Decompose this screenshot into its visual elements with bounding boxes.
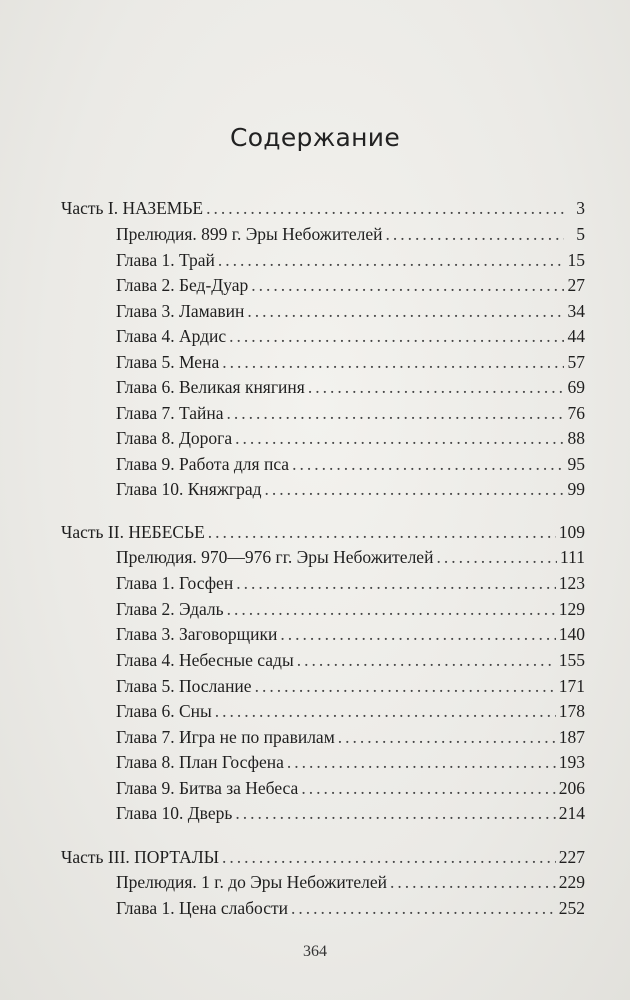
toc-entry-page: 27 bbox=[567, 275, 585, 295]
toc-chapter-row bbox=[116, 896, 585, 920]
toc-entry-page: 44 bbox=[567, 326, 585, 346]
toc-entry-page: 34 bbox=[567, 301, 585, 321]
toc-entry-label: Глава 9. Работа для пса bbox=[116, 454, 290, 474]
dot-leader bbox=[390, 870, 556, 894]
toc-chapter-row bbox=[116, 324, 585, 348]
toc-entry-label: Прелюдия. 899 г. Эры Небожителей bbox=[116, 224, 383, 244]
toc-entry-page: 140 bbox=[558, 624, 585, 644]
page-number: 364 bbox=[303, 943, 327, 960]
toc-entry-page: 206 bbox=[558, 778, 585, 798]
toc-entry-page: 5 bbox=[576, 224, 585, 244]
toc-entry-label: Часть III. ПОРТАЛЫ bbox=[61, 847, 219, 867]
toc-chapter-row bbox=[116, 801, 585, 825]
dot-leader bbox=[222, 845, 556, 869]
dot-leader bbox=[227, 597, 556, 621]
toc-entry-page: 171 bbox=[558, 676, 585, 696]
toc-chapter-row bbox=[116, 426, 585, 450]
toc-entry-page: 214 bbox=[558, 803, 585, 823]
dot-leader bbox=[235, 426, 564, 450]
dot-leader bbox=[292, 452, 564, 476]
dot-leader bbox=[280, 622, 555, 646]
dot-leader bbox=[255, 674, 556, 698]
toc-entry-label: Глава 3. Ламавин bbox=[116, 301, 245, 321]
toc-chapter-row bbox=[116, 299, 585, 323]
toc-chapter-row bbox=[116, 401, 585, 425]
dot-leader bbox=[215, 699, 556, 723]
toc-entry-page: 252 bbox=[558, 898, 585, 918]
toc-entry-label: Глава 5. Мена bbox=[116, 352, 220, 372]
toc-entry-page: 15 bbox=[567, 250, 585, 270]
dot-leader bbox=[251, 273, 564, 297]
toc-entry-label: Глава 1. Трай bbox=[116, 250, 215, 270]
toc-entry-label: Глава 2. Эдаль bbox=[116, 599, 224, 619]
toc-entry-page: 95 bbox=[567, 454, 585, 474]
toc-entry-label: Глава 8. План Госфена bbox=[116, 752, 284, 772]
toc-entry-page: 229 bbox=[558, 872, 585, 892]
toc-entry-page: 227 bbox=[558, 847, 585, 867]
toc-entry-label: Глава 10. Дверь bbox=[116, 803, 233, 823]
toc-chapter-row bbox=[116, 725, 585, 749]
dot-leader bbox=[338, 725, 556, 749]
toc-entry-label: Глава 9. Битва за Небеса bbox=[116, 778, 299, 798]
toc-entry-label: Глава 6. Великая княгиня bbox=[116, 377, 305, 397]
toc-chapter-row bbox=[116, 350, 585, 374]
toc-part-row bbox=[61, 520, 585, 544]
toc-entry-label: Прелюдия. 970—976 гг. Эры Небожителей bbox=[116, 547, 434, 567]
toc-entry-page: 88 bbox=[567, 428, 585, 448]
toc-chapter-row bbox=[116, 597, 585, 621]
toc-entry-label: Глава 4. Небесные сады bbox=[116, 650, 294, 670]
toc-chapter-row bbox=[116, 452, 585, 476]
toc-entry-page: 193 bbox=[558, 752, 585, 772]
toc-entry-label: Глава 1. Цена слабости bbox=[116, 898, 289, 918]
dot-leader bbox=[436, 545, 557, 569]
toc-chapter-row bbox=[116, 477, 585, 501]
dot-leader bbox=[227, 401, 565, 425]
toc-chapter-row bbox=[116, 222, 585, 246]
dot-leader bbox=[265, 477, 564, 501]
dot-leader bbox=[236, 571, 556, 595]
toc-entry-page: 76 bbox=[567, 403, 585, 423]
toc-chapter-row bbox=[116, 750, 585, 774]
toc-entry-page: 155 bbox=[558, 650, 585, 670]
toc-entry-label: Глава 2. Бед-Дуар bbox=[116, 275, 249, 295]
dot-leader bbox=[386, 222, 564, 246]
toc-part-row bbox=[61, 845, 585, 869]
dot-leader bbox=[222, 350, 564, 374]
toc-entry-label: Глава 1. Госфен bbox=[116, 573, 234, 593]
toc-chapter-row bbox=[116, 248, 585, 272]
toc-entry-page: 123 bbox=[558, 573, 585, 593]
dot-leader bbox=[291, 896, 556, 920]
toc-entry-page: 69 bbox=[567, 377, 585, 397]
dot-leader bbox=[235, 801, 555, 825]
toc-entry-page: 111 bbox=[560, 547, 585, 567]
toc-chapter-row bbox=[116, 545, 585, 569]
toc-chapter-row bbox=[116, 571, 585, 595]
toc-entry-page: 109 bbox=[558, 522, 585, 542]
toc-chapter-row bbox=[116, 622, 585, 646]
toc-entry-label: Глава 6. Сны bbox=[116, 701, 212, 721]
toc-chapter-row bbox=[116, 699, 585, 723]
toc-title: Содержание bbox=[229, 123, 401, 152]
toc-chapter-row bbox=[116, 273, 585, 297]
toc-entry-page: 178 bbox=[558, 701, 585, 721]
dot-leader bbox=[206, 196, 564, 220]
dot-leader bbox=[308, 375, 564, 399]
dot-leader bbox=[297, 648, 556, 672]
toc-entry-page: 187 bbox=[558, 727, 585, 747]
toc-chapter-row bbox=[116, 648, 585, 672]
toc-entry-page: 57 bbox=[567, 352, 585, 372]
dot-leader bbox=[247, 299, 564, 323]
toc-chapter-row bbox=[116, 870, 585, 894]
toc-entry-label: Часть I. НАЗЕМЬЕ bbox=[61, 198, 204, 218]
toc-chapter-row bbox=[116, 375, 585, 399]
toc-entry-label: Глава 8. Дорога bbox=[116, 428, 233, 448]
toc-entry-page: 3 bbox=[576, 198, 585, 218]
toc-chapter-row bbox=[116, 674, 585, 698]
dot-leader bbox=[218, 248, 564, 272]
toc-entry-page: 99 bbox=[567, 479, 585, 499]
toc-entry-label: Часть II. НЕБЕСЬЕ bbox=[61, 522, 205, 542]
dot-leader bbox=[208, 520, 556, 544]
toc-entry-label: Прелюдия. 1 г. до Эры Небожителей bbox=[116, 872, 388, 892]
toc-entry-label: Глава 7. Игра не по правилам bbox=[116, 727, 335, 747]
toc-entry-label: Глава 10. Княжград bbox=[116, 479, 262, 499]
toc-entry-page: 129 bbox=[558, 599, 585, 619]
toc-entry-label: Глава 5. Послание bbox=[116, 676, 252, 696]
toc-entry-label: Глава 7. Тайна bbox=[116, 403, 224, 423]
toc-entry-label: Глава 4. Ардис bbox=[116, 326, 227, 346]
dot-leader bbox=[287, 750, 556, 774]
toc-part-row bbox=[61, 196, 585, 220]
toc-entry-label: Глава 3. Заговорщики bbox=[116, 624, 278, 644]
dot-leader bbox=[301, 776, 555, 800]
dot-leader bbox=[229, 324, 564, 348]
toc-chapter-row bbox=[116, 776, 585, 800]
